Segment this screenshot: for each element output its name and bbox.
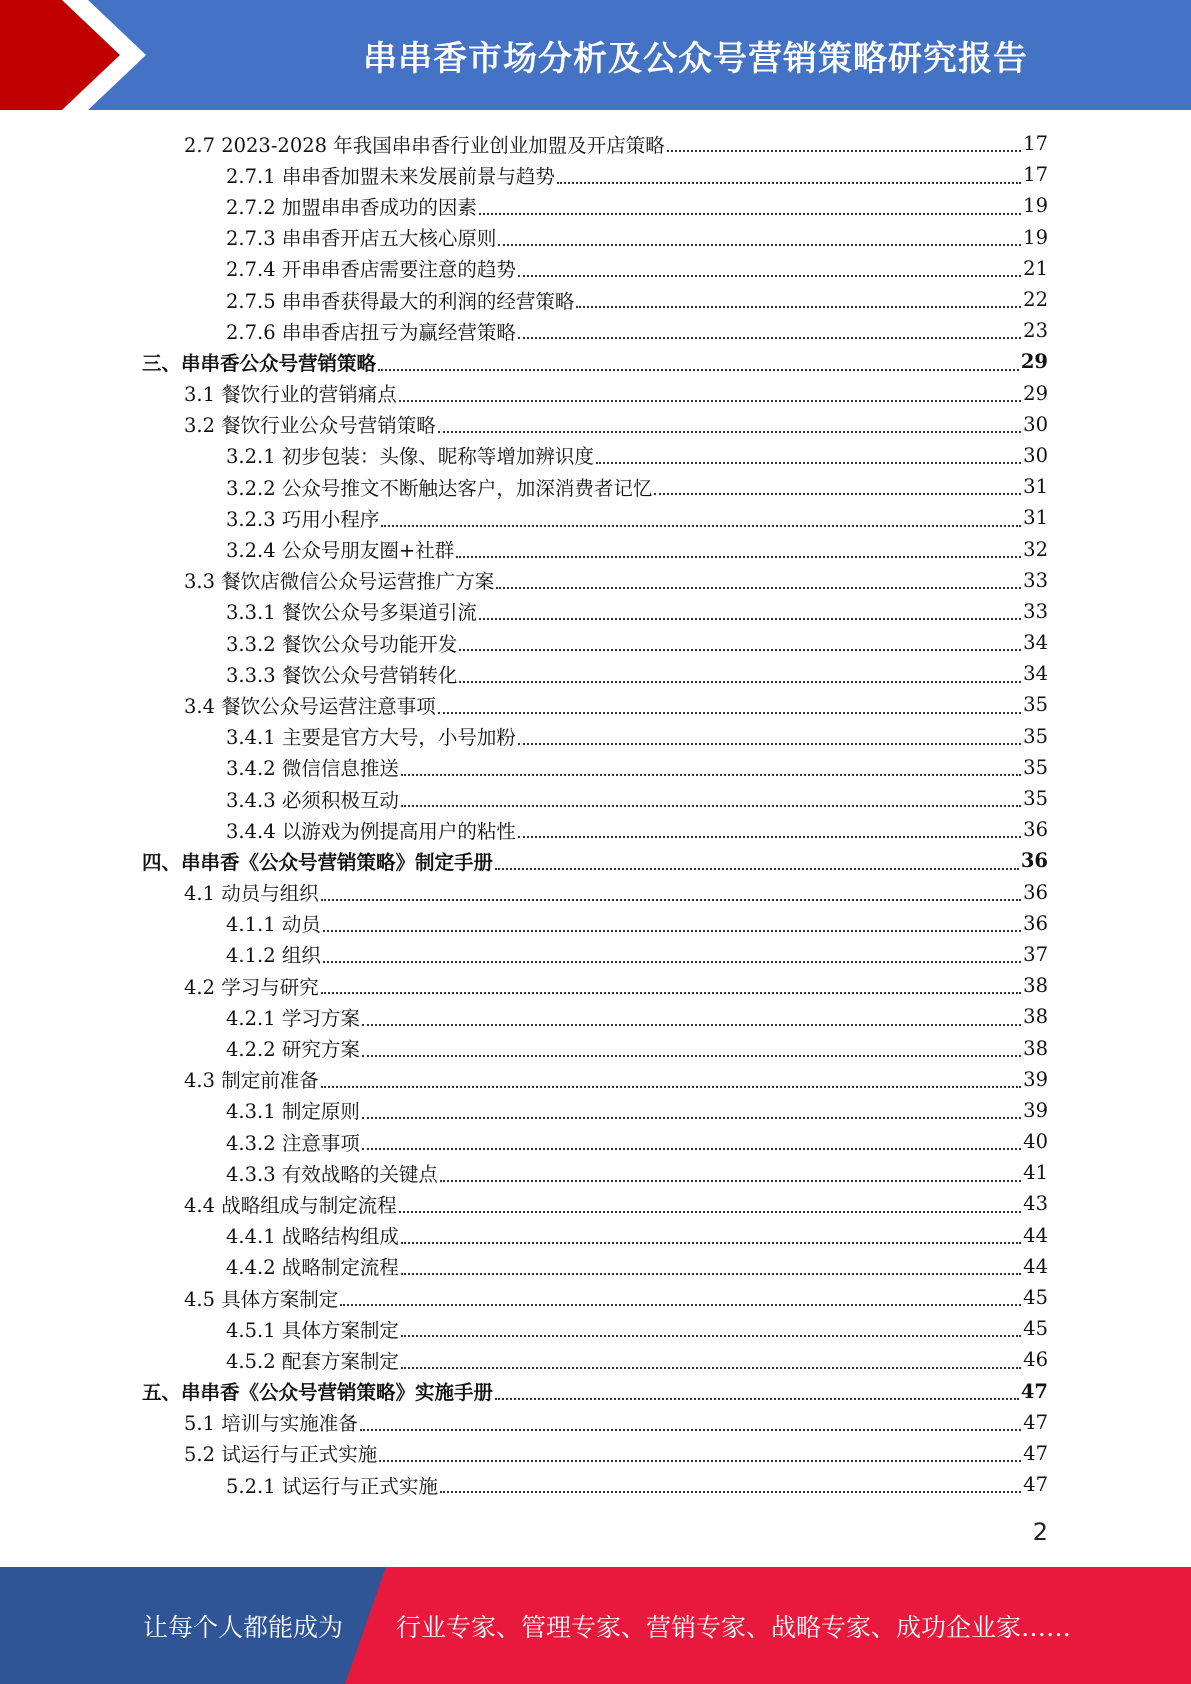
- toc-entry-title: 2.7.6 串串香店扭亏为赢经营策略: [226, 320, 516, 344]
- toc-entry-row[interactable]: [142, 1407, 1048, 1438]
- toc-entry-title: 4.5 具体方案制定: [184, 1287, 339, 1311]
- toc-page-number: 36: [1023, 911, 1048, 935]
- toc-entry-row[interactable]: [142, 1220, 1048, 1251]
- toc-dot-leader: [654, 474, 1021, 496]
- toc-dot-leader: [323, 942, 1021, 964]
- toc-page-number: 32: [1023, 537, 1048, 561]
- toc-page-number: 44: [1023, 1254, 1048, 1278]
- page-number: 2: [1032, 1518, 1048, 1546]
- toc-dot-leader: [495, 848, 1019, 870]
- toc-entry-title: 2.7.5 串串香获得最大的利润的经营策略: [226, 289, 575, 313]
- toc-entry-title: 4.1.1 动员: [226, 913, 321, 937]
- toc-page-number: 31: [1023, 475, 1048, 499]
- toc-entry-title: 三、串串香公众号营销策略: [142, 351, 377, 375]
- toc-entry-title: 4.3.2 注意事项: [226, 1131, 360, 1155]
- toc-dot-leader: [479, 599, 1021, 621]
- toc-page-number: 36: [1023, 818, 1048, 842]
- toc-dot-leader: [323, 911, 1021, 933]
- toc-entry-row[interactable]: [142, 409, 1048, 440]
- toc-chapter-row[interactable]: [142, 346, 1048, 377]
- toc-entry-title: 4.4.1 战略结构组成: [226, 1225, 399, 1249]
- toc-dot-leader: [321, 1066, 1021, 1088]
- toc-page-number: 34: [1023, 662, 1048, 686]
- toc-entry-row[interactable]: [142, 814, 1048, 845]
- toc-page-number: 35: [1023, 787, 1048, 811]
- toc-entry-title: 2.7.1 串串香加盟未来发展前景与趋势: [226, 164, 555, 188]
- toc-entry-row[interactable]: [142, 1313, 1048, 1344]
- toc-dot-leader: [440, 1160, 1021, 1182]
- toc-entry-title: 2.7 2023-2028 年我国串串香行业创业加盟及开店策略: [184, 133, 665, 157]
- toc-page-number: 29: [1023, 381, 1048, 405]
- toc-entry-title: 3.1 餐饮行业的营销痛点: [184, 383, 397, 407]
- toc-entry-row[interactable]: [142, 721, 1048, 752]
- toc-entry-title: 3.3.2 餐饮公众号功能开发: [226, 632, 458, 656]
- toc-entry-title: 2.7.2 加盟串串香成功的因素: [226, 195, 477, 219]
- toc-entry-title: 5.1 培训与实施准备: [184, 1412, 358, 1436]
- table-of-contents: [142, 128, 1048, 1500]
- toc-dot-leader: [399, 380, 1021, 402]
- toc-entry-title: 4.1.2 组织: [226, 944, 321, 968]
- toc-page-number: 38: [1023, 974, 1048, 998]
- toc-dot-leader: [399, 1191, 1021, 1213]
- toc-entry-title: 3.2.3 巧用小程序: [226, 507, 380, 531]
- footer-band: [0, 1567, 1191, 1684]
- toc-entry-title: 4.2.1 学习方案: [226, 1006, 360, 1030]
- toc-entry-title: 3.2.2 公众号推文不断触达客户，加深消费者记忆: [226, 476, 653, 500]
- toc-page-number: 29: [1020, 350, 1048, 374]
- toc-dot-leader: [401, 1222, 1021, 1244]
- toc-entry-row[interactable]: [142, 1126, 1048, 1157]
- toc-entry-row[interactable]: [142, 970, 1048, 1001]
- toc-dot-leader: [438, 412, 1021, 434]
- toc-entry-title: 3.4.4 以游戏为例提高用户的粘性: [226, 819, 516, 843]
- toc-page-number: 17: [1023, 163, 1048, 187]
- toc-entry-row[interactable]: [142, 627, 1048, 658]
- toc-entry-row[interactable]: [142, 1438, 1048, 1469]
- toc-dot-leader: [401, 1254, 1021, 1276]
- toc-entry-row[interactable]: [142, 565, 1048, 596]
- toc-entry-row[interactable]: [142, 783, 1048, 814]
- toc-entry-row[interactable]: [142, 440, 1048, 471]
- toc-entry-row[interactable]: [142, 689, 1048, 720]
- toc-dot-leader: [440, 1472, 1021, 1494]
- toc-page-number: 44: [1023, 1223, 1048, 1247]
- toc-entry-row[interactable]: [142, 315, 1048, 346]
- toc-dot-leader: [360, 1410, 1021, 1432]
- toc-page-number: 45: [1023, 1317, 1048, 1341]
- toc-dot-leader: [596, 443, 1021, 465]
- toc-dot-leader: [496, 567, 1021, 589]
- toc-entry-row[interactable]: [142, 284, 1048, 315]
- toc-entry-row[interactable]: [142, 908, 1048, 939]
- toc-entry-title: 4.2.2 研究方案: [226, 1038, 360, 1062]
- toc-entry-title: 4.1 动员与组织: [184, 882, 319, 906]
- toc-entry-title: 4.5.2 配套方案制定: [226, 1349, 399, 1373]
- toc-dot-leader: [401, 786, 1021, 808]
- toc-page-number: 35: [1023, 755, 1048, 779]
- toc-entry-title: 2.7.3 串串香开店五大核心原则: [226, 227, 497, 251]
- toc-dot-leader: [518, 817, 1021, 839]
- toc-entry-title: 2.7.4 开串串香店需要注意的趋势: [226, 258, 516, 282]
- toc-dot-leader: [498, 224, 1021, 246]
- toc-page-number: 34: [1023, 631, 1048, 655]
- toc-dot-leader: [362, 1004, 1021, 1026]
- toc-dot-leader: [401, 755, 1021, 777]
- toc-dot-leader: [401, 1347, 1021, 1369]
- toc-entry-row[interactable]: [142, 190, 1048, 221]
- toc-entry-title: 3.4.3 必须积极互动: [226, 788, 399, 812]
- toc-entry-title: 3.2.1 初步包装：头像、昵称等增加辨识度: [226, 445, 594, 469]
- toc-page-number: 43: [1023, 1192, 1048, 1216]
- toc-entry-row[interactable]: [142, 939, 1048, 970]
- toc-dot-leader: [518, 723, 1021, 745]
- toc-entry-row[interactable]: [142, 1095, 1048, 1126]
- toc-page-number: 47: [1023, 1410, 1048, 1434]
- toc-page-number: 30: [1023, 443, 1048, 467]
- toc-dot-leader: [557, 162, 1021, 184]
- toc-page-number: 33: [1023, 568, 1048, 592]
- toc-entry-row[interactable]: [142, 1157, 1048, 1188]
- header-band: [0, 0, 1191, 110]
- toc-page-number: 39: [1023, 1098, 1048, 1122]
- toc-entry-row[interactable]: [142, 378, 1048, 409]
- toc-entry-title: 4.2 学习与研究: [184, 975, 319, 999]
- toc-dot-leader: [518, 256, 1021, 278]
- toc-dot-leader: [381, 505, 1021, 527]
- toc-dot-leader: [362, 1098, 1021, 1120]
- toc-dot-leader: [362, 1035, 1021, 1057]
- toc-page-number: 19: [1023, 225, 1048, 249]
- toc-dot-leader: [479, 193, 1021, 215]
- toc-dot-leader: [378, 349, 1019, 371]
- toc-page-number: 47: [1023, 1441, 1048, 1465]
- toc-entry-title: 3.4 餐饮公众号运营注意事项: [184, 694, 436, 718]
- toc-dot-leader: [321, 879, 1021, 901]
- toc-entry-title: 3.3.3 餐饮公众号营销转化: [226, 663, 458, 687]
- toc-entry-title: 4.3.1 制定原则: [226, 1100, 360, 1124]
- toc-page-number: 19: [1023, 194, 1048, 218]
- toc-page-number: 21: [1023, 256, 1048, 280]
- toc-entry-title: 3.4.2 微信信息推送: [226, 757, 399, 781]
- toc-page-number: 39: [1023, 1067, 1048, 1091]
- toc-entry-row[interactable]: [142, 502, 1048, 533]
- toc-entry-title: 3.2.4 公众号朋友圈+社群: [226, 539, 455, 563]
- toc-page-number: 38: [1023, 1005, 1048, 1029]
- toc-entry-title: 3.3.1 餐饮公众号多渠道引流: [226, 601, 477, 625]
- toc-page-number: 31: [1023, 506, 1048, 530]
- toc-entry-row[interactable]: [142, 1188, 1048, 1219]
- toc-page-number: 35: [1023, 693, 1048, 717]
- toc-entry-row[interactable]: [142, 1064, 1048, 1095]
- toc-entry-title: 5.2 试运行与正式实施: [184, 1443, 378, 1467]
- toc-dot-leader: [456, 536, 1021, 558]
- toc-dot-leader: [362, 1129, 1021, 1151]
- toc-entry-row[interactable]: [142, 159, 1048, 190]
- toc-entry-title: 4.4.2 战略制定流程: [226, 1256, 399, 1280]
- toc-page-number: 30: [1023, 412, 1048, 436]
- footer-slogan-right: 行业专家、管理专家、营销专家、战略专家、成功企业家……: [396, 1612, 1072, 1642]
- toc-entry-title: 3.4.1 主要是官方大号，小号加粉: [226, 726, 516, 750]
- toc-entry-title: 3.2 餐饮行业公众号营销策略: [184, 414, 436, 438]
- toc-page-number: 40: [1023, 1130, 1048, 1154]
- toc-entry-title: 4.3.3 有效战略的关键点: [226, 1162, 438, 1186]
- toc-page-number: 37: [1023, 942, 1048, 966]
- toc-dot-leader: [459, 630, 1021, 652]
- toc-page-number: 47: [1020, 1379, 1048, 1403]
- toc-entry-row[interactable]: [142, 1001, 1048, 1032]
- toc-page-number: 46: [1023, 1348, 1048, 1372]
- toc-chapter-row[interactable]: [142, 1376, 1048, 1407]
- toc-entry-row[interactable]: [142, 128, 1048, 159]
- toc-entry-title: 5.2.1 试运行与正式实施: [226, 1474, 438, 1498]
- toc-dot-leader: [379, 1441, 1021, 1463]
- document-title: 串串香市场分析及公众号营销策略研究报告: [363, 38, 1028, 79]
- toc-chapter-row[interactable]: [142, 845, 1048, 876]
- toc-entry-row[interactable]: [142, 471, 1048, 502]
- toc-page-number: 35: [1023, 724, 1048, 748]
- toc-entry-row[interactable]: [142, 253, 1048, 284]
- toc-page-number: 23: [1023, 319, 1048, 343]
- toc-dot-leader: [340, 1285, 1021, 1307]
- toc-entry-row[interactable]: [142, 596, 1048, 627]
- toc-entry-row[interactable]: [142, 533, 1048, 564]
- toc-entry-row[interactable]: [142, 1032, 1048, 1063]
- toc-page-number: 41: [1023, 1161, 1048, 1185]
- toc-entry-row[interactable]: [142, 1282, 1048, 1313]
- toc-dot-leader: [401, 1316, 1021, 1338]
- toc-entry-row[interactable]: [142, 1251, 1048, 1282]
- toc-dot-leader: [321, 973, 1021, 995]
- toc-entry-title: 五、串串香《公众号营销策略》实施手册: [142, 1381, 494, 1405]
- toc-page-number: 47: [1023, 1473, 1048, 1497]
- toc-entry-title: 4.4 战略组成与制定流程: [184, 1193, 397, 1217]
- toc-entry-row[interactable]: [142, 1344, 1048, 1375]
- toc-entry-row[interactable]: [142, 222, 1048, 253]
- toc-dot-leader: [518, 318, 1021, 340]
- toc-entry-row[interactable]: [142, 752, 1048, 783]
- toc-entry-title: 4.5.1 具体方案制定: [226, 1318, 399, 1342]
- toc-dot-leader: [576, 287, 1021, 309]
- toc-page-number: 45: [1023, 1286, 1048, 1310]
- toc-entry-title: 4.3 制定前准备: [184, 1069, 319, 1093]
- toc-dot-leader: [438, 692, 1021, 714]
- toc-page-number: 17: [1023, 132, 1048, 156]
- toc-page-number: 36: [1023, 880, 1048, 904]
- toc-dot-leader: [495, 1378, 1019, 1400]
- toc-entry-title: 四、串串香《公众号营销策略》制定手册: [142, 850, 494, 874]
- toc-dot-leader: [459, 661, 1021, 683]
- toc-page-number: 36: [1020, 849, 1048, 873]
- toc-page-number: 33: [1023, 599, 1048, 623]
- toc-entry-row[interactable]: [142, 1469, 1048, 1500]
- toc-page-number: 22: [1023, 288, 1048, 312]
- toc-page-number: 38: [1023, 1036, 1048, 1060]
- toc-dot-leader: [667, 131, 1021, 153]
- toc-entry-title: 3.3 餐饮店微信公众号运营推广方案: [184, 570, 495, 594]
- footer-slogan-left: 让每个人都能成为: [143, 1612, 344, 1642]
- toc-entry-row[interactable]: [142, 658, 1048, 689]
- toc-entry-row[interactable]: [142, 877, 1048, 908]
